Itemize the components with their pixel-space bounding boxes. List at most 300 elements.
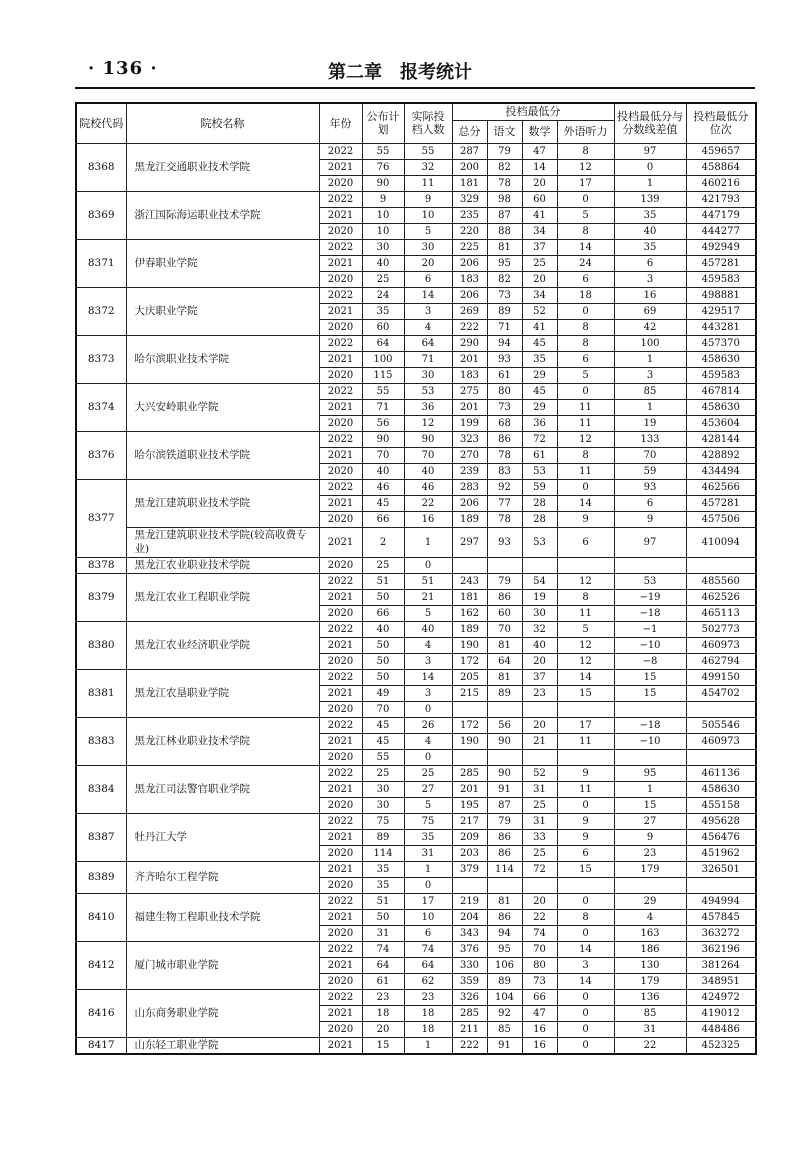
table-cell: 93 [487,351,522,367]
table-cell: 41 [522,207,557,223]
table-cell: 15 [557,861,614,877]
table-cell: 8 [557,909,614,925]
school-name: 浙江国际海运职业技术学院 [126,191,319,239]
table-cell: 200 [452,159,487,175]
table-cell: 297 [452,527,487,557]
table-cell: 444277 [686,223,756,239]
table-cell: 69 [614,303,686,319]
table-cell: 12 [557,653,614,669]
table-cell: 25 [522,255,557,271]
table-cell: 2022 [319,669,362,685]
table-cell: 50 [362,669,404,685]
table-cell: 71 [404,351,452,367]
table-cell: 8 [557,589,614,605]
table-cell: 83 [487,463,522,479]
table-cell: 73 [522,973,557,989]
table-cell: 20 [522,893,557,909]
table-cell: 17 [557,717,614,733]
table-cell: 428144 [686,431,756,447]
table-cell: 53 [522,463,557,479]
table-cell: 2021 [319,159,362,175]
table-cell: 90 [362,175,404,191]
table-cell: 323 [452,431,487,447]
table-cell: 88 [487,223,522,239]
table-cell: 2022 [319,989,362,1005]
table-cell: 29 [522,367,557,383]
header-diff: 投档最低分与分数线差值 [614,103,686,143]
table-cell: 220 [452,223,487,239]
school-code: 8371 [76,239,126,287]
table-cell: 104 [487,989,522,1005]
header-math: 数学 [522,120,557,143]
table-cell: 93 [614,479,686,495]
table-cell: 410094 [686,527,756,557]
table-cell: 243 [452,573,487,589]
header-code: 院校代码 [76,103,126,143]
table-cell: 14 [404,287,452,303]
table-cell: 2022 [319,143,362,159]
table-cell: 9 [557,813,614,829]
table-cell: 6 [557,527,614,557]
table-cell: 499150 [686,669,756,685]
table-cell: 32 [522,621,557,637]
table-cell: 505546 [686,717,756,733]
table-cell [686,701,756,717]
table-cell: 2022 [319,813,362,829]
table-cell: 40 [362,621,404,637]
table-cell: 235 [452,207,487,223]
table-cell: 82 [487,271,522,287]
table-cell: 72 [522,861,557,877]
table-cell: 448486 [686,1021,756,1037]
school-name: 黑龙江农垦职业学院 [126,669,319,717]
school-code: 8383 [76,717,126,765]
table-cell: 1 [404,1037,452,1054]
table-cell: 25 [362,271,404,287]
table-cell: 460216 [686,175,756,191]
school-code: 8377 [76,479,126,557]
table-cell: 40 [404,463,452,479]
table-cell: 47 [522,1005,557,1021]
table-cell: 239 [452,463,487,479]
table-cell: 363272 [686,925,756,941]
table-cell: 22 [614,1037,686,1054]
table-cell: 55 [362,383,404,399]
table-cell: 9 [614,511,686,527]
table-cell: 2022 [319,717,362,733]
table-cell: 61 [522,447,557,463]
table-cell: 0 [557,893,614,909]
table-cell: 6 [614,495,686,511]
school-name: 哈尔滨职业技术学院 [126,335,319,383]
table-cell: −8 [614,653,686,669]
table-cell: 12 [557,431,614,447]
table-cell: 90 [362,431,404,447]
table-cell [522,877,557,893]
table-cell: 50 [362,909,404,925]
table-cell: 24 [557,255,614,271]
table-cell: 0 [557,1021,614,1037]
header-year: 年份 [319,103,362,143]
table-cell: 94 [487,925,522,941]
table-cell: 35 [362,303,404,319]
table-cell [487,701,522,717]
table-row [76,557,756,573]
table-cell [452,749,487,765]
table-cell: 217 [452,813,487,829]
table-cell: 5 [557,207,614,223]
table-cell: 46 [362,479,404,495]
table-cell: 6 [404,925,452,941]
table-cell: 55 [404,143,452,159]
table-cell: 19 [614,415,686,431]
table-cell: 115 [362,367,404,383]
table-cell: 379 [452,861,487,877]
table-cell: 45 [362,733,404,749]
school-code: 8384 [76,765,126,813]
table-cell: 204 [452,909,487,925]
table-cell: 458630 [686,351,756,367]
table-cell: 41 [522,319,557,335]
table-cell: 190 [452,637,487,653]
table-cell: 343 [452,925,487,941]
school-code: 8417 [76,1037,126,1054]
table-cell: 2021 [319,957,362,973]
table-cell: 2020 [319,1021,362,1037]
school-name: 黑龙江农业经济职业学院 [126,621,319,669]
table-cell: 114 [362,845,404,861]
table-cell: 457506 [686,511,756,527]
table-cell: 20 [522,271,557,287]
table-cell: 56 [362,415,404,431]
table-cell: 485560 [686,573,756,589]
table-cell: 8 [557,319,614,335]
table-cell: 15 [557,685,614,701]
table-cell: 326501 [686,861,756,877]
table-cell: 14 [522,159,557,175]
page-number: · 136 · [88,58,158,79]
school-name: 伊春职业学院 [126,239,319,287]
table-cell: 8 [557,447,614,463]
table-cell: −1 [614,621,686,637]
table-cell: 35 [362,877,404,893]
table-row [76,191,756,207]
table-cell: 465113 [686,605,756,621]
table-cell: 5 [404,605,452,621]
table-cell: 106 [487,957,522,973]
table-cell: 81 [487,669,522,685]
table-cell: 87 [487,207,522,223]
table-cell [522,557,557,573]
table-cell: 458630 [686,781,756,797]
table-cell: 78 [487,175,522,191]
table-cell: 456476 [686,829,756,845]
table-cell: 290 [452,335,487,351]
table-cell: 46 [404,479,452,495]
table-cell: 330 [452,957,487,973]
table-cell: 0 [404,701,452,717]
table-cell: 11 [404,175,452,191]
table-cell: 68 [487,415,522,431]
table-cell: 3 [404,685,452,701]
table-cell: 30 [362,797,404,813]
table-cell: 0 [557,925,614,941]
table-cell: 40 [362,255,404,271]
table-cell: 52 [522,303,557,319]
table-cell: 31 [362,925,404,941]
table-cell: 2021 [319,351,362,367]
table-cell: 53 [614,573,686,589]
table-cell: 225 [452,239,487,255]
table-cell: 205 [452,669,487,685]
table-cell: 201 [452,781,487,797]
table-row [76,813,756,829]
table-cell: 4 [404,319,452,335]
table-cell: 11 [557,415,614,431]
table-cell: 75 [404,813,452,829]
table-cell: 55 [362,143,404,159]
table-row [76,573,756,589]
table-cell: 219 [452,893,487,909]
table-cell: 189 [452,621,487,637]
table-cell: 2020 [319,175,362,191]
header-listening: 外语听力 [557,120,614,143]
table-cell: 136 [614,989,686,1005]
table-cell: 130 [614,957,686,973]
table-cell: 269 [452,303,487,319]
table-cell: 14 [557,239,614,255]
table-cell: 458864 [686,159,756,175]
school-name: 黑龙江林业职业技术学院 [126,717,319,765]
table-cell: 0 [557,1037,614,1054]
table-cell: 2020 [319,463,362,479]
table-cell: 23 [362,989,404,1005]
table-cell: 453604 [686,415,756,431]
table-row [76,941,756,957]
table-cell: 12 [404,415,452,431]
table-cell: 14 [557,941,614,957]
school-name: 黑龙江司法警官职业学院 [126,765,319,813]
table-cell: 34 [522,287,557,303]
table-cell: 458630 [686,399,756,415]
school-code: 8387 [76,813,126,861]
admission-table [75,102,757,1055]
header-plan: 公布计划 [362,103,404,143]
table-cell: 35 [614,239,686,255]
table-cell: 14 [557,973,614,989]
table-cell: 285 [452,765,487,781]
table-cell: 5 [557,621,614,637]
table-cell: 25 [522,845,557,861]
table-cell: 64 [362,957,404,973]
table-cell [522,749,557,765]
school-name: 黑龙江交通职业技术学院 [126,143,319,191]
table-cell: 56 [487,717,522,733]
table-cell: 64 [404,335,452,351]
table-cell: 2021 [319,781,362,797]
table-cell: 348951 [686,973,756,989]
table-cell: 26 [404,717,452,733]
table-cell: 30 [522,605,557,621]
table-cell: 2020 [319,319,362,335]
table-cell: 80 [522,957,557,973]
table-cell: 12 [557,573,614,589]
table-cell [557,701,614,717]
table-cell: 35 [362,861,404,877]
table-cell: 462566 [686,479,756,495]
table-cell: 203 [452,845,487,861]
table-cell: 0 [404,557,452,573]
school-name: 齐齐哈尔工程学院 [126,861,319,893]
table-cell: 25 [362,765,404,781]
table-cell: 459583 [686,367,756,383]
table-cell: 179 [614,861,686,877]
table-cell: 447179 [686,207,756,223]
table-cell: 459583 [686,271,756,287]
table-cell: 34 [522,223,557,239]
table-cell: 94 [487,335,522,351]
table-cell: 11 [557,781,614,797]
table-cell: 2020 [319,925,362,941]
table-cell [452,877,487,893]
table-cell: 22 [522,909,557,925]
table-cell: −19 [614,589,686,605]
table-cell: 97 [614,143,686,159]
school-code: 8373 [76,335,126,383]
table-cell: 25 [522,797,557,813]
table-cell: 29 [614,893,686,909]
table-cell: 270 [452,447,487,463]
table-cell: 428892 [686,447,756,463]
header-admitted: 实际投档人数 [404,103,452,143]
table-cell: 82 [487,159,522,175]
table-cell: 452325 [686,1037,756,1054]
table-cell: 199 [452,415,487,431]
table-cell: 502773 [686,621,756,637]
table-body [76,143,756,1054]
table-cell: 92 [487,479,522,495]
table-cell: 2022 [319,431,362,447]
table-cell: 85 [487,1021,522,1037]
table-cell: 89 [487,973,522,989]
table-cell: 285 [452,1005,487,1021]
table-row [76,893,756,909]
table-cell [557,877,614,893]
table-cell: 16 [522,1037,557,1054]
table-cell: 461136 [686,765,756,781]
table-cell: 45 [522,335,557,351]
table-cell: 6 [404,271,452,287]
table-cell: 222 [452,1037,487,1054]
table-cell: 17 [557,175,614,191]
table-cell: 25 [362,557,404,573]
table-cell: 492949 [686,239,756,255]
table-cell: 8 [557,335,614,351]
table-cell: 10 [362,207,404,223]
table-cell: 40 [614,223,686,239]
school-name: 哈尔滨铁道职业技术学院 [126,431,319,479]
table-cell: 15 [614,797,686,813]
school-code: 8374 [76,383,126,431]
table-cell: 98 [487,191,522,207]
table-cell: 18 [404,1005,452,1021]
table-cell: 179 [614,973,686,989]
table-cell: 97 [614,527,686,557]
table-cell: 15 [614,685,686,701]
table-cell: 37 [522,669,557,685]
table-cell: 24 [362,287,404,303]
chapter-title: 第二章 报考统计 [328,62,472,83]
table-cell: 190 [452,733,487,749]
table-cell: 62 [404,973,452,989]
table-cell: 2020 [319,367,362,383]
table-cell: 86 [487,829,522,845]
table-cell: 79 [487,813,522,829]
table-cell: 2021 [319,861,362,877]
table-cell: 60 [487,605,522,621]
table-cell: 35 [404,829,452,845]
table-cell: 85 [614,383,686,399]
table-cell: 25 [404,765,452,781]
table-cell: 73 [487,287,522,303]
table-cell: 30 [404,239,452,255]
table-cell [487,749,522,765]
school-name: 大庆职业学院 [126,287,319,335]
table-cell: 78 [487,511,522,527]
table-cell: 189 [452,511,487,527]
table-row [76,143,756,159]
table-cell: 195 [452,797,487,813]
table-cell: 2021 [319,1037,362,1054]
table-cell: 4 [404,733,452,749]
school-code: 8389 [76,861,126,893]
school-code: 8372 [76,287,126,335]
table-cell: 451962 [686,845,756,861]
table-cell: −18 [614,717,686,733]
table-cell: 376 [452,941,487,957]
table-cell: 76 [362,159,404,175]
table-cell: 2020 [319,557,362,573]
table-cell: 8 [557,223,614,239]
table-cell: 3 [404,303,452,319]
school-code: 8379 [76,573,126,621]
table-cell: 283 [452,479,487,495]
table-row [76,431,756,447]
table-cell: 9 [362,191,404,207]
school-code: 8380 [76,621,126,669]
school-code: 8378 [76,557,126,573]
table-cell: 31 [614,1021,686,1037]
table-cell: 186 [614,941,686,957]
table-cell: 222 [452,319,487,335]
table-cell: 30 [362,239,404,255]
table-row [76,669,756,685]
table-cell: 2022 [319,287,362,303]
table-cell: 20 [362,1021,404,1037]
table-cell: 29 [522,399,557,415]
school-name: 黑龙江农业工程职业学院 [126,573,319,621]
table-row [76,717,756,733]
table-cell: 498881 [686,287,756,303]
table-cell: 20 [522,717,557,733]
table-cell: 0 [557,383,614,399]
table-cell [614,701,686,717]
table-cell: 70 [404,447,452,463]
table-cell: 51 [404,573,452,589]
table-cell: 1 [614,175,686,191]
table-cell: 181 [452,175,487,191]
table-cell: 2020 [319,877,362,893]
